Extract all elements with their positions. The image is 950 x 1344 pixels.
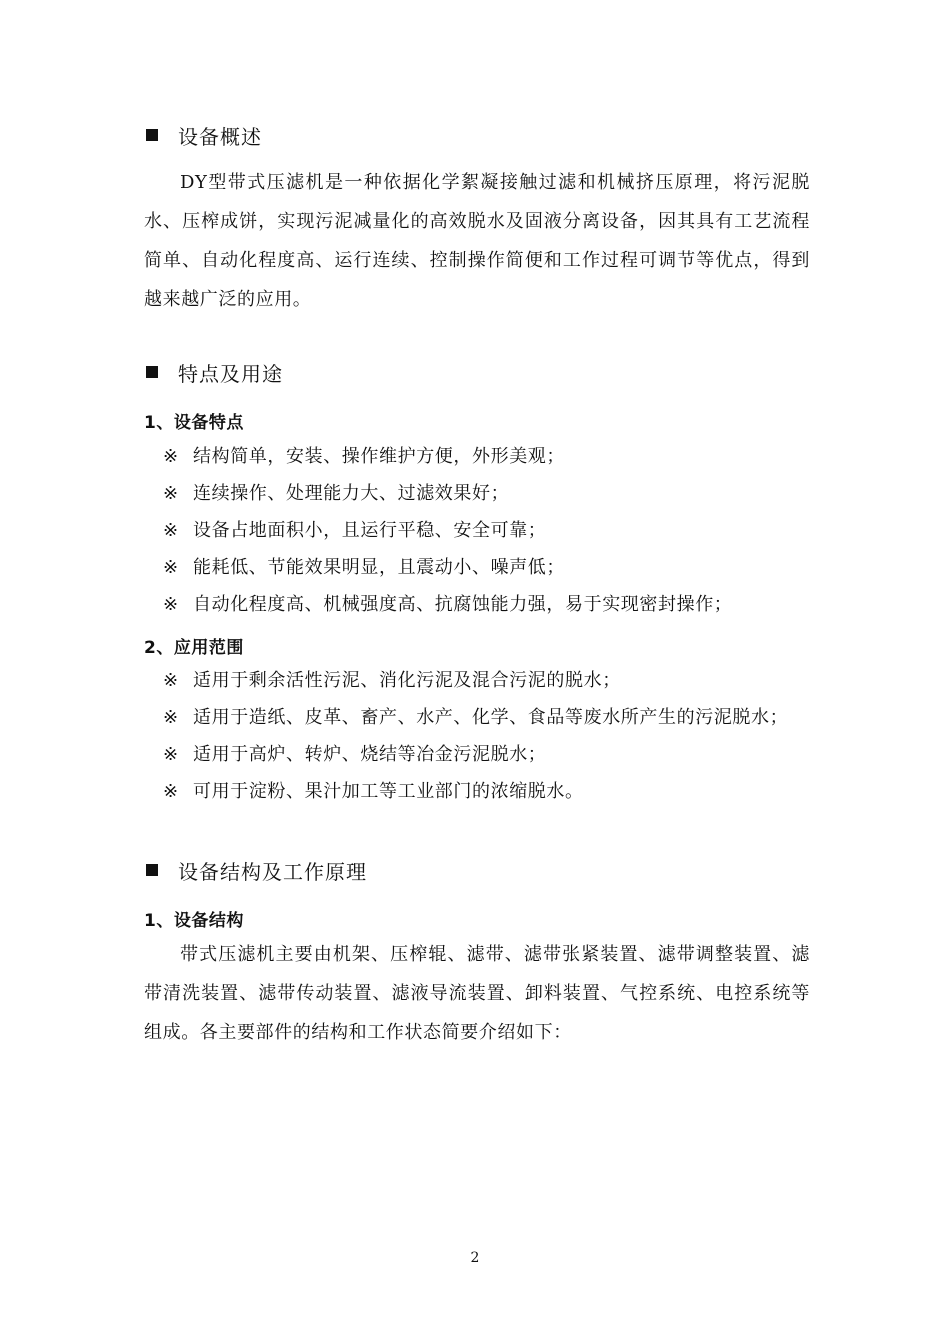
square-bullet-icon (146, 864, 158, 876)
reference-mark-icon: ※ (163, 594, 179, 615)
reference-mark-icon: ※ (163, 520, 179, 541)
subheading-structure: 1、设备结构 (144, 911, 244, 931)
list-item: ※ 适用于高炉、转炉、烧结等冶金污泥脱水； (163, 736, 788, 773)
reference-mark-icon: ※ (163, 483, 179, 504)
list-item: ※ 结构简单，安装、操作维护方便，外形美观； (163, 438, 732, 475)
section-heading-overview (146, 120, 262, 150)
reference-mark-icon: ※ (163, 707, 179, 728)
list-item: ※ 自动化程度高、机械强度高、抗腐蚀能力强，易于实现密封操作； (163, 586, 732, 623)
reference-mark-icon: ※ (163, 557, 179, 578)
section-title: 特点及用途 (178, 361, 283, 386)
list-item: ※ 设备占地面积小，且运行平稳、安全可靠； (163, 512, 732, 549)
list-item: ※ 可用于淀粉、果汁加工等工业部门的浓缩脱水。 (163, 773, 788, 810)
list-item: ※ 适用于剩余活性污泥、消化污泥及混合污泥的脱水； (163, 662, 788, 699)
subheading-features: 1、设备特点 (144, 413, 244, 433)
application-list (163, 662, 788, 810)
structure-paragraph: 带式压滤机主要由机架、压榨辊、滤带、滤带张紧装置、滤带调整装置、滤带清洗装置、滤带传动装置、滤液导流装置、卸料装置、气控系统、电控系统等组成。各主要部件的结构和工作状态简要介绍如下： (144, 944, 810, 1043)
section-title: 设备结构及工作原理 (178, 859, 367, 884)
reference-mark-icon: ※ (163, 744, 179, 765)
reference-mark-icon: ※ (163, 781, 179, 802)
square-bullet-icon (146, 366, 158, 378)
square-bullet-icon (146, 129, 158, 141)
overview-paragraph: DY型带式压滤机是一种依据化学絮凝接触过滤和机械挤压原理，将污泥脱水、压榨成饼，实现污泥减量化的高效脱水及固液分离设备，因其具有工艺流程简单、自动化程度高、运行连续、控制操作简便和工作过程可调节等优点，得到越来越广泛的应用。 (144, 172, 810, 310)
list-item: ※ 适用于造纸、皮革、畜产、水产、化学、食品等废水所产生的污泥脱水； (163, 699, 788, 736)
list-item: ※ 连续操作、处理能力大、过滤效果好； (163, 475, 732, 512)
page-number: 2 (470, 1250, 480, 1266)
feature-list (163, 438, 732, 623)
reference-mark-icon: ※ (163, 446, 179, 467)
subheading-applications: 2、应用范围 (144, 638, 244, 658)
list-item: ※ 能耗低、节能效果明显，且震动小、噪声低； (163, 549, 732, 586)
section-title: 设备概述 (178, 124, 262, 149)
section-heading-structure (146, 855, 367, 885)
section-heading-features (146, 357, 283, 387)
reference-mark-icon: ※ (163, 670, 179, 691)
